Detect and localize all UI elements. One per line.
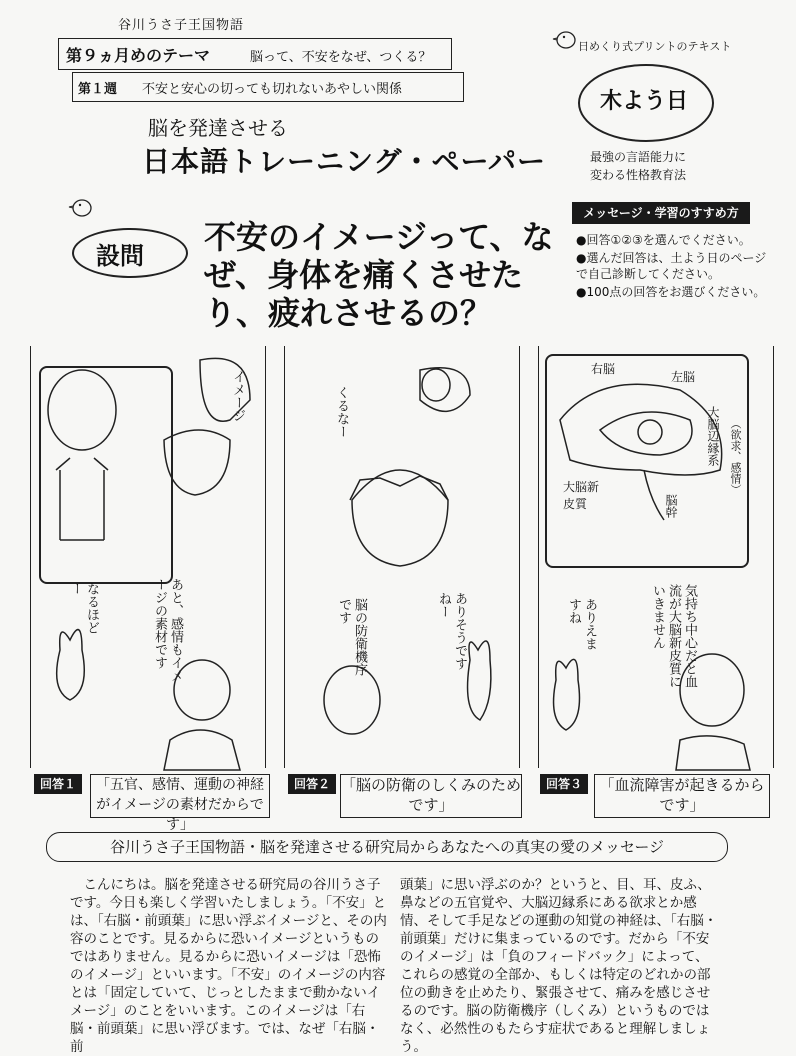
body-text-left: こんにちは。脳を発達させる研究局の谷川うさ子です。今日も楽しく学習いたしましょう。「不安」とは、「右脳・前頭葉」に思い浮ぶイメージと、その内容のことです。見るからに恐いイメージというものではありません。見るからに恐いイメージは「恐怖のイメージ」といいます。「不安」のイメージの内容とは「固定していて、じっとしたままで動かないイメージ」のことをいいます。このイメージは「右脳・前頭葉」に思い浮びます。では、なぜ「右脳・前: [70, 877, 387, 1055]
message-heading: メッセージ・学習のすすめ方: [572, 202, 750, 224]
day-label: 木よう日: [600, 89, 689, 114]
answer-1-text: 「五官、感情、運動の神経がイメージの素材だからです」: [96, 777, 264, 833]
week-label: 第１週: [78, 82, 118, 97]
label-limbic-note: （欲求、感情）: [729, 418, 742, 495]
bullet-1: ●回答①②③を選んでください。: [576, 233, 751, 247]
week-text: 不安と安心の切っても切れないあやしい関係: [142, 82, 403, 97]
thought-bubble-text: イメージ: [230, 370, 245, 422]
tagline-line-2: 変わる性格教育法: [590, 168, 687, 182]
series-title: 谷川うさ子王国物語: [118, 18, 245, 33]
answer-3-text: 「血流障害が起きるからです」: [599, 776, 765, 814]
speech-text-1: あと、感情もイメージの素材です: [152, 578, 183, 682]
question-text: 不安のイメージって、なぜ、身体を痛くさせたり、疲れさせるの？: [204, 218, 554, 332]
top-right-note: 日めくり式プリントのテキスト: [578, 40, 732, 53]
answer-1-box: [90, 774, 270, 833]
bullet-2: ●選んだ回答は、土よう日のページで自己診断してください。: [576, 251, 767, 281]
speech-text-1: 脳の防衛機序です: [336, 598, 367, 676]
message-banner: 谷川うさ子王国物語・脳を発達させる研究局からあなたへの真実の愛のメッセージ: [46, 832, 728, 862]
answer-1-tag: 回答１: [34, 774, 82, 794]
tagline-line-1: 最強の言語能力に: [590, 150, 687, 164]
label-neocortex: 大脳新皮質: [563, 480, 600, 511]
answer-2-box: [340, 774, 522, 818]
answer-3-tag: 回答３: [540, 774, 588, 794]
theme-label: 第９ヵ月めのテーマ: [66, 46, 211, 65]
thought-bubble-text: くるなー: [334, 386, 349, 438]
label-right-brain: 右脳: [591, 362, 616, 376]
answer-2-tag: 回答２: [288, 774, 336, 794]
question-label: 設問: [96, 242, 144, 270]
speech-text-2: ありそうですねー: [436, 592, 467, 670]
theme-text: 脳って、不安をなぜ、つくる？: [250, 50, 432, 65]
answer-2-text: 「脳の防衛のしくみのためです」: [341, 776, 522, 814]
answer-3-box: [594, 774, 770, 818]
body-text-right: 頭葉」に思い浮ぶのか？というと、目、耳、皮ふ、鼻などの五官覚や、大脳辺縁系にある欲求とか感情、そして手足などの運動の知覚の神経は、「右脳・前頭葉」だけに集まっているのです。だから「不安のイメージ」は「負のフィードバック」によって、これらの感覚の全部か、もしくは特定のどれかの部位の動きを止めたり、緊張させて、痛みを感じさせるのです。脳の防衛機序（しくみ）というものではなく、必然性のもたらす症状であると理解しましょう。: [400, 877, 718, 1055]
label-brainstem: 脳幹: [664, 494, 678, 518]
page-title: 日本語トレーニング・ペーパー: [142, 145, 547, 178]
speech-text-2: ありえますね: [566, 598, 597, 650]
subtitle: 脳を発達させる: [148, 116, 288, 140]
label-left-brain: 左脳: [671, 370, 696, 384]
bullet-3: ●100点の回答をお選びください。: [576, 285, 766, 299]
label-limbic: 大脳辺縁系: [706, 406, 720, 466]
speech-text-2: なるほどー: [68, 582, 99, 634]
speech-text-1: 気持ち中心だと血流が大脳新皮質にいきません: [650, 584, 697, 688]
